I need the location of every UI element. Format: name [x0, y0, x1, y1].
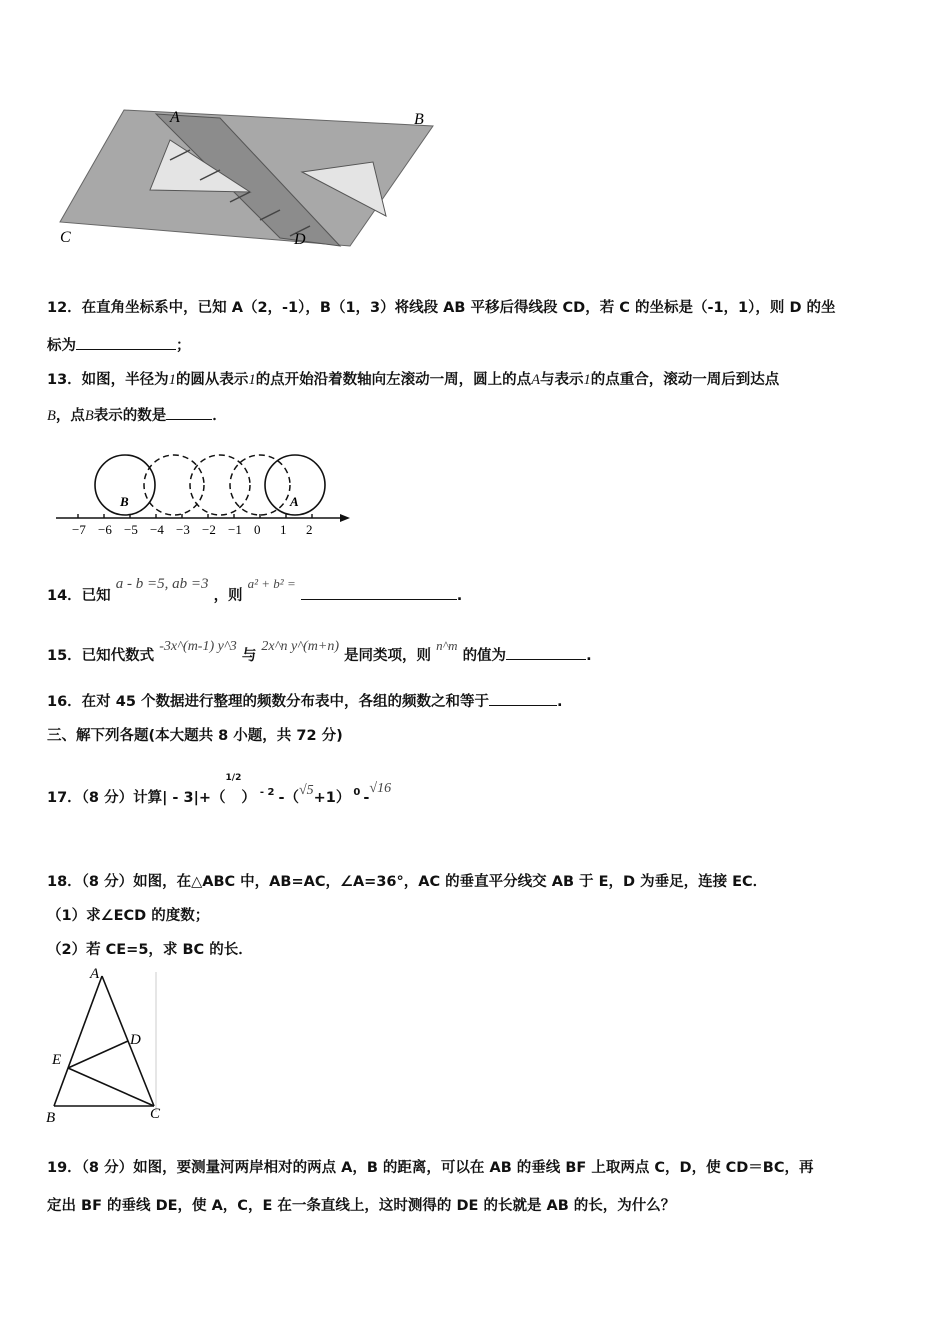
q19-line1: 19．（8 分）如图，要测量河两岸相对的两点 A，B 的距离，可以在 AB 的垂线 BF 上取两点 C，D，使 CD＝BC，再 [47, 1160, 814, 1176]
tri-label-c: C [150, 1106, 161, 1122]
ruler-label-b: B [414, 111, 424, 128]
tick-label: −1 [228, 522, 242, 537]
tick-label: −2 [202, 522, 216, 537]
q12-line1: 12．在直角坐标系中，已知 A（2，-1），B（1，3）将线段 AB 平移后得线段 CD，若 C 的坐标是（-1，1），则 D 的坐 [47, 300, 836, 316]
tick-label: −5 [124, 522, 138, 537]
ruler-label-c: C [60, 229, 71, 246]
q17-exp2: 0 [353, 787, 361, 798]
q17-prefix: 17．（8 分）计算 [47, 790, 163, 806]
ruler-label-a: A [170, 109, 180, 126]
q17-exp1: - 2 [259, 787, 275, 798]
number-line-figure [50, 440, 360, 540]
ruler-figure-svg [50, 100, 450, 250]
q15-suffix: 的值为 [462, 648, 507, 664]
q13-line1 [47, 368, 779, 389]
tick-label: −7 [72, 522, 86, 537]
tri-label-b: B [46, 1110, 56, 1126]
tri-label-a: A [90, 966, 100, 982]
q15-prefix: 15．已知代数式 [47, 648, 155, 664]
tick-label: 1 [280, 522, 287, 537]
q18-line2: （1）求∠ECD 的度数； [47, 908, 210, 924]
q15-expr3: n^m [436, 638, 458, 653]
q17-part1: | - 3|+（ [162, 790, 226, 806]
q13-point-a: A [531, 372, 541, 388]
q13-num-1a: 1 [168, 372, 176, 388]
tick-label: 2 [306, 522, 313, 537]
q14-answer-blank[interactable] [301, 587, 457, 600]
q15-expr2: 2x^n y^(m+n) [261, 639, 339, 654]
ruler-figure [50, 100, 450, 250]
q18-line1: 18．（8 分）如图，在△ABC 中，AB=AC，∠A=36°，AC 的垂直平分线交 AB 于 E，D 为垂足，连接 EC． [47, 874, 768, 890]
tri-label-e: E [52, 1052, 62, 1068]
q14-expr2: a² + b² = [247, 576, 296, 591]
q12-prefix: 标为 [47, 338, 76, 354]
label-b: B [120, 494, 129, 509]
tick-label: −3 [176, 522, 190, 537]
q12-line2 [47, 334, 191, 355]
q13-text-c: 的点开始沿着数轴向左滚动一周，圆上的点 [255, 372, 532, 388]
tri-label-d: D [130, 1032, 141, 1048]
q15-line [47, 638, 592, 665]
circle-dashed-2 [190, 455, 250, 515]
q13-num-1b: 1 [248, 372, 256, 388]
tick-label: −6 [98, 522, 112, 537]
q14-expr1: a - b =5, ab =3 [115, 576, 209, 592]
q14-prefix: 14．已知 [47, 588, 111, 604]
q13-text-b: 的圆从表示 [175, 372, 249, 388]
ruler-label-d: D [294, 231, 306, 248]
q16-line [47, 690, 562, 711]
q13-answer-blank[interactable] [166, 407, 212, 420]
q16-text: 16．在对 45 个数据进行整理的频数分布表中，各组的频数之和等于 [47, 694, 489, 710]
q13-text-a: 13．如图，半径为 [47, 372, 169, 388]
q17-sqrt16: √16 [369, 781, 392, 796]
q13-text-e: 的点重合，滚动一周后到达点 [590, 372, 780, 388]
q13-text-d: 与表示 [540, 372, 584, 388]
circle-dashed-1 [144, 455, 204, 515]
q13-point-b: B [47, 408, 56, 424]
q15-expr1: -3x^(m-1) y^3 [159, 639, 237, 654]
triangle-svg [42, 962, 172, 1126]
q13-line2 [47, 404, 227, 425]
q17-part4: +1） [313, 790, 351, 806]
q13-point-b2: B [84, 408, 94, 424]
q12-suffix: ； [176, 338, 191, 354]
q15-answer-blank[interactable] [506, 647, 586, 660]
q19-line2: 定出 BF 的垂线 DE，使 A，C，E 在一条直线上，这时测得的 DE 的长就是 AB 的长，为什么？ [47, 1198, 676, 1214]
q17-line [47, 773, 392, 807]
q14-mid: ，则 [213, 588, 243, 604]
q18-line3: （2）若 CE=5，求 BC 的长． [47, 942, 253, 958]
circle-dashed-3 [230, 455, 290, 515]
q15-end: . [586, 648, 592, 664]
label-a: A [290, 494, 299, 509]
q16-answer-blank[interactable] [489, 693, 557, 706]
q13-text-g: 表示的数是 [93, 408, 167, 424]
q17-part5: - [363, 790, 370, 806]
q17-part3: -（ [278, 790, 299, 806]
q15-mid: 与 [241, 648, 257, 664]
q13-num-1c: 1 [583, 372, 591, 388]
q14-end: . [456, 588, 463, 604]
q16-end: . [556, 694, 563, 710]
q12-answer-blank[interactable] [76, 337, 176, 350]
section3-title: 三、解下列各题(本大题共 8 小题，共 72 分) [47, 728, 343, 744]
tick-label: −4 [150, 522, 164, 537]
q17-part2: ） [241, 790, 256, 806]
number-line-svg [50, 440, 360, 540]
triangle-figure [42, 962, 172, 1126]
q13-text-f: ，点 [55, 408, 85, 424]
q14-line [47, 576, 463, 605]
q17-fraction: 1/2 [225, 773, 242, 783]
q15-mid2: 是同类项，则 [344, 648, 432, 664]
tick-label: 0 [254, 522, 261, 537]
q17-sqrt5: √5 [298, 783, 314, 798]
q13-end: ． [212, 408, 227, 424]
